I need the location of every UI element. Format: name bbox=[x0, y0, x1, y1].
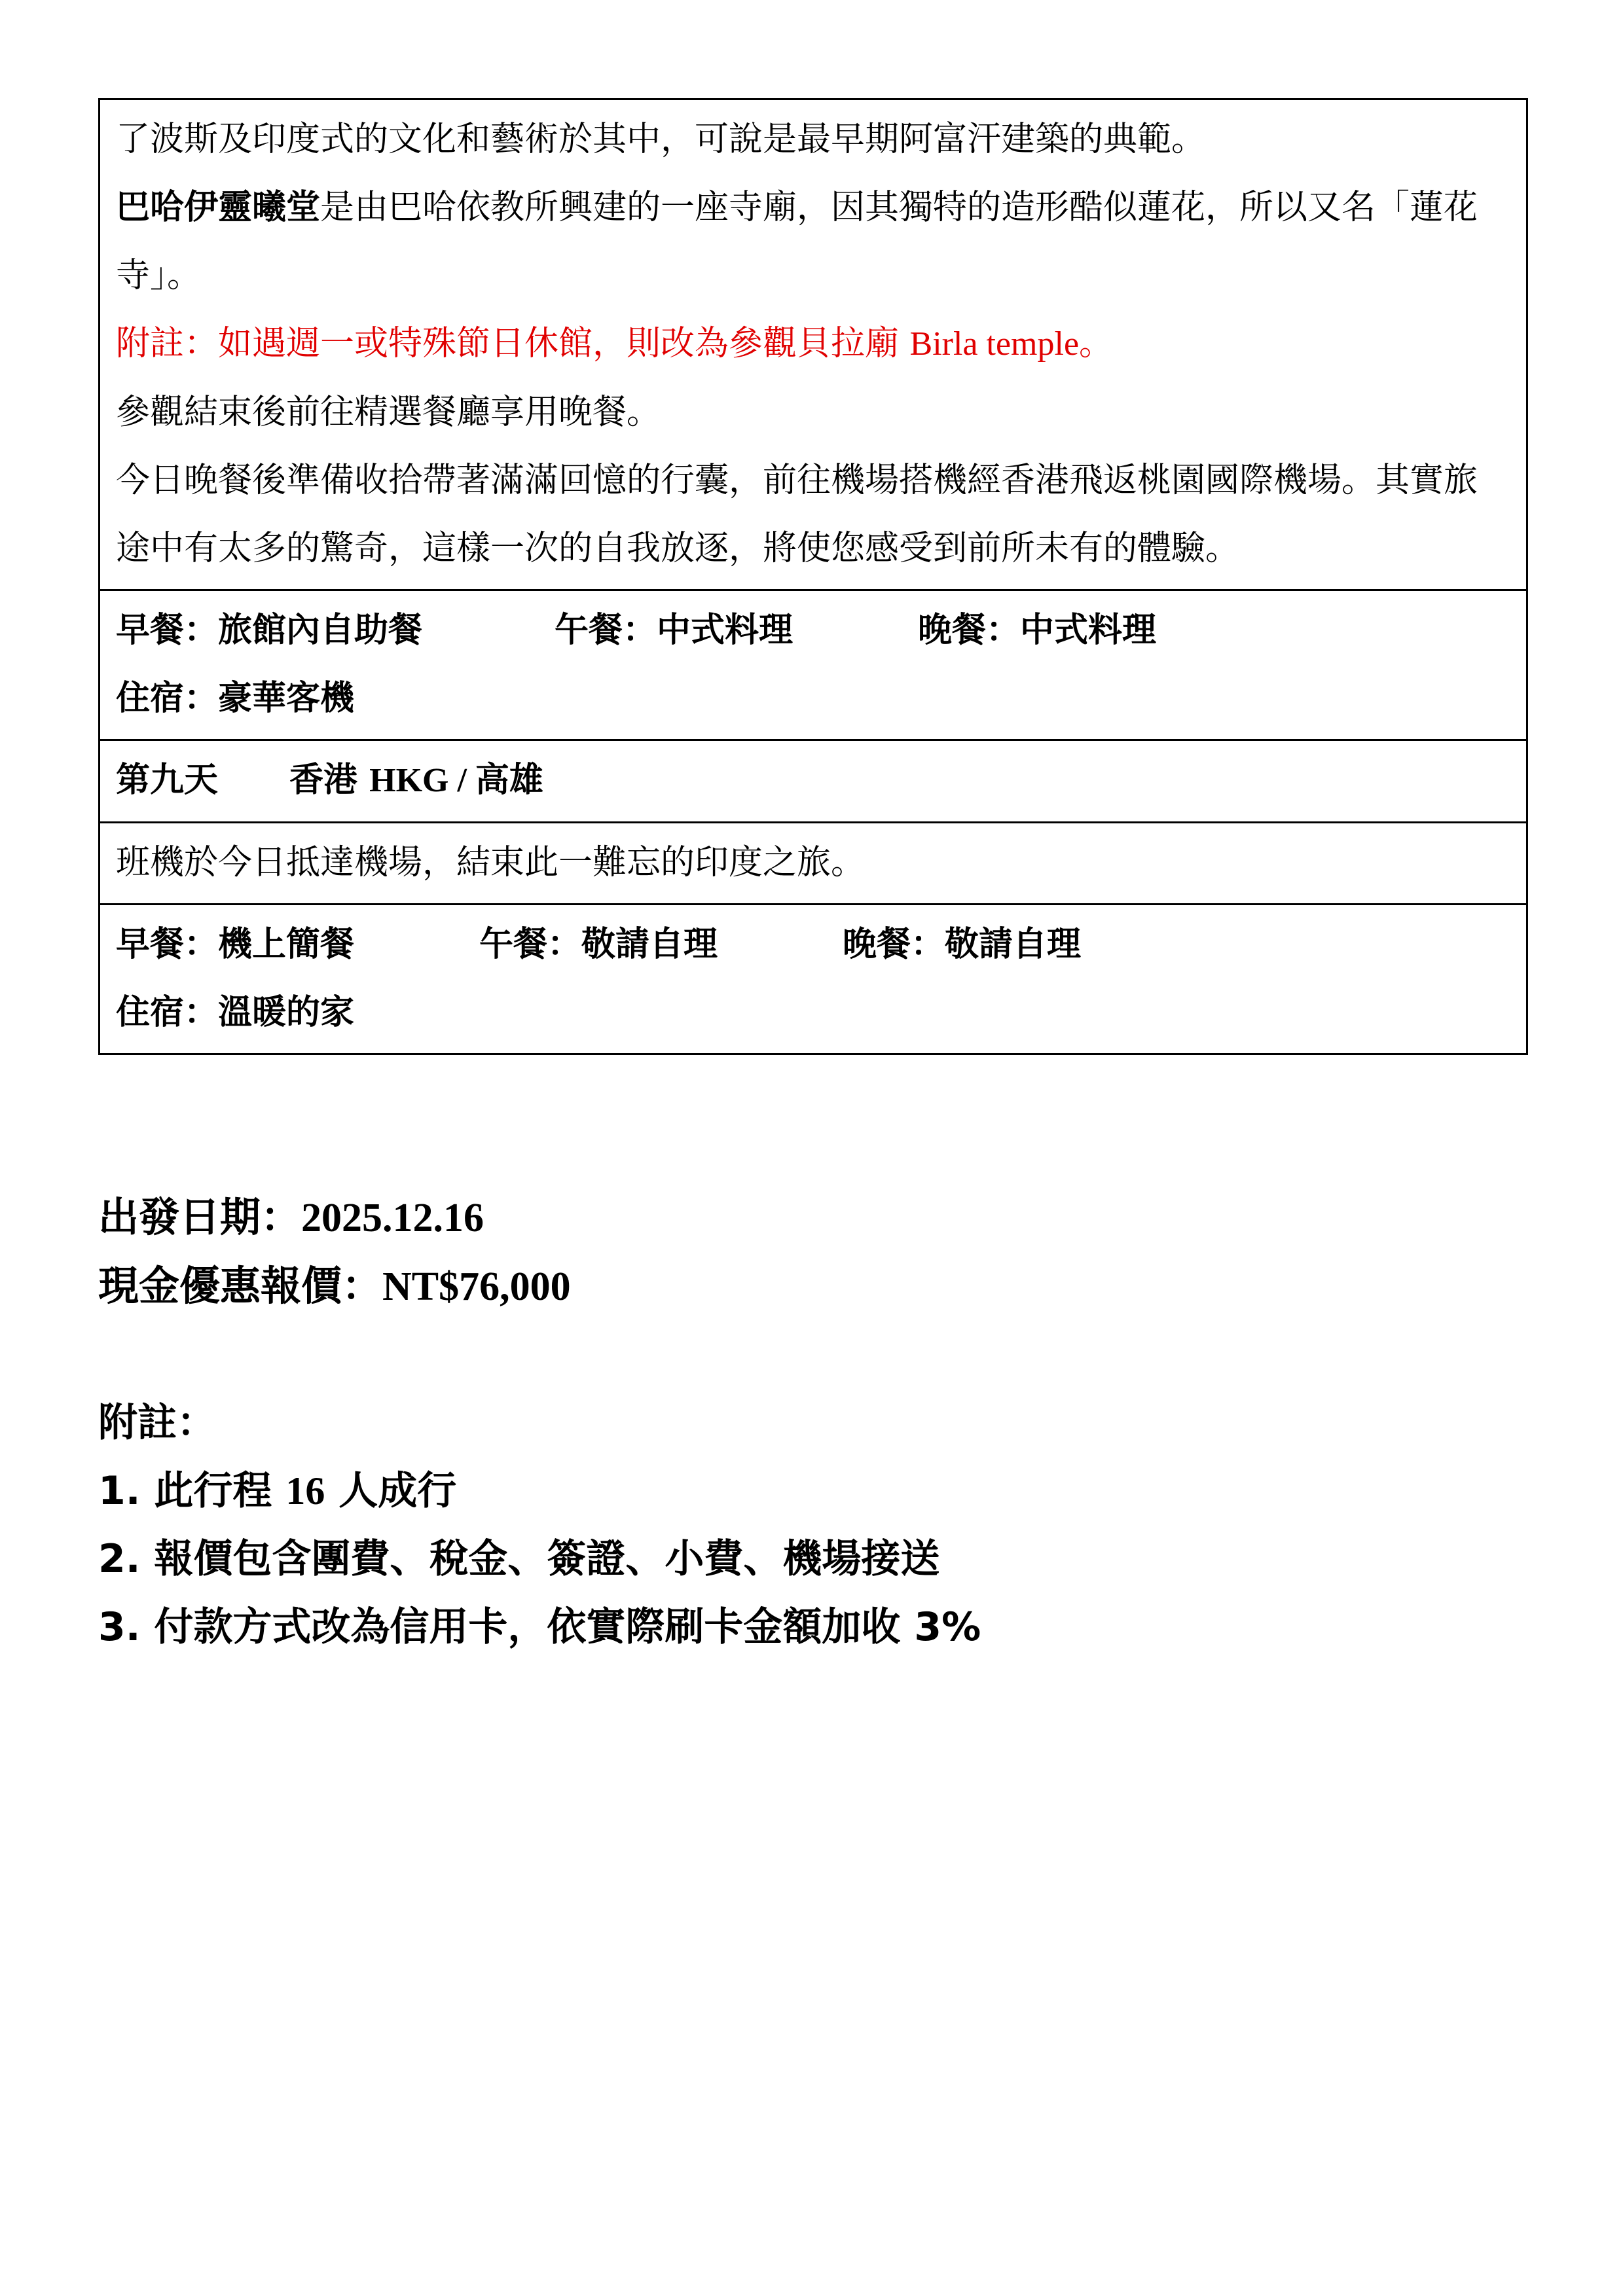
day9-lodging: 住宿：溫暖的家 bbox=[116, 993, 355, 1032]
day9-title-english: HKG / bbox=[369, 762, 475, 799]
day9-description-row bbox=[100, 823, 1527, 905]
day9-header-row bbox=[100, 740, 1527, 823]
pricing-block bbox=[98, 1183, 1539, 1321]
notes-block bbox=[98, 1389, 1539, 1661]
closure-note bbox=[116, 310, 1510, 378]
bahai-temple-text: 是由巴哈依教所興建的一座寺廟，因其獨特的造形酷似蓮花，所以又名「蓮花寺」。 bbox=[116, 188, 1478, 295]
day8-meals-line bbox=[116, 596, 1510, 664]
day8-meals-cell bbox=[100, 590, 1527, 740]
day9-meals-row bbox=[100, 905, 1527, 1054]
notes-title: 附註： bbox=[98, 1400, 216, 1446]
day8-breakfast: 早餐：旅館內自助餐 bbox=[116, 611, 423, 650]
day8-lunch: 午餐：中式料理 bbox=[555, 611, 793, 650]
day9-header-cell bbox=[100, 740, 1527, 823]
day9-breakfast: 早餐：機上簡餐 bbox=[116, 925, 355, 964]
departure-date-label: 出發日期： bbox=[98, 1193, 302, 1241]
closure-note-end: 。 bbox=[1079, 324, 1114, 363]
day8-meals-row bbox=[100, 590, 1527, 740]
note-1-number: 16 bbox=[285, 1469, 325, 1513]
day9-label: 第九天 bbox=[116, 761, 219, 800]
departure-date bbox=[98, 1183, 1539, 1252]
cash-price bbox=[98, 1252, 1539, 1321]
note-3: 3. 付款方式改為信用卡，依實際刷卡金額加收 3% bbox=[98, 1604, 981, 1650]
day8-intro-line: 了波斯及印度式的文化和藝術於其中，可說是最早期阿富汗建築的典範。 bbox=[116, 120, 1206, 159]
day9-dinner: 晚餐：敬請自理 bbox=[843, 925, 1082, 964]
note-1 bbox=[98, 1457, 1539, 1525]
itinerary-table bbox=[98, 98, 1528, 1055]
departure-paragraph: 今日晚餐後準備收拾帶著滿滿回憶的行囊，前往機場搭機經香港飛返桃園國際機場。其實旅途中有太多的驚奇，這樣一次的自我放逐，將使您感受到前所未有的體驗。 bbox=[116, 461, 1478, 568]
day9-title-suffix: 高雄 bbox=[475, 761, 543, 800]
closure-note-english: Birla temple bbox=[909, 325, 1080, 363]
day8-lodging: 住宿：豪華客機 bbox=[116, 679, 355, 718]
departure-date-value: 2025.12.16 bbox=[301, 1196, 484, 1240]
day8-dinner: 晚餐：中式料理 bbox=[918, 611, 1157, 650]
cash-price-value: NT$76,000 bbox=[382, 1265, 571, 1309]
day8-description-row bbox=[100, 99, 1527, 590]
day9-description-cell: 班機於今日抵達機場，結束此一難忘的印度之旅。 bbox=[100, 823, 1527, 905]
dinner-line: 參觀結束後前往精選餐廳享用晚餐。 bbox=[116, 393, 661, 432]
note-1-suffix: 人成行 bbox=[325, 1468, 457, 1514]
closure-note-text: 附註：如遇週一或特殊節日休館，則改為參觀貝拉廟 bbox=[116, 324, 900, 363]
cash-price-label: 現金優惠報價： bbox=[98, 1262, 383, 1310]
day9-title-prefix: 香港 bbox=[289, 761, 358, 800]
note-1-prefix: 1. 此行程 bbox=[98, 1468, 286, 1514]
bahai-temple-paragraph bbox=[116, 173, 1510, 310]
day8-description-cell bbox=[100, 99, 1527, 590]
bahai-temple-name: 巴哈伊靈曦堂 bbox=[116, 188, 321, 227]
day9-meals-cell bbox=[100, 905, 1527, 1054]
day9-meals-line bbox=[116, 910, 1510, 978]
day9-lunch: 午餐：敬請自理 bbox=[479, 925, 718, 964]
note-2: 2. 報價包含團費、稅金、簽證、小費、機場接送 bbox=[98, 1536, 940, 1582]
